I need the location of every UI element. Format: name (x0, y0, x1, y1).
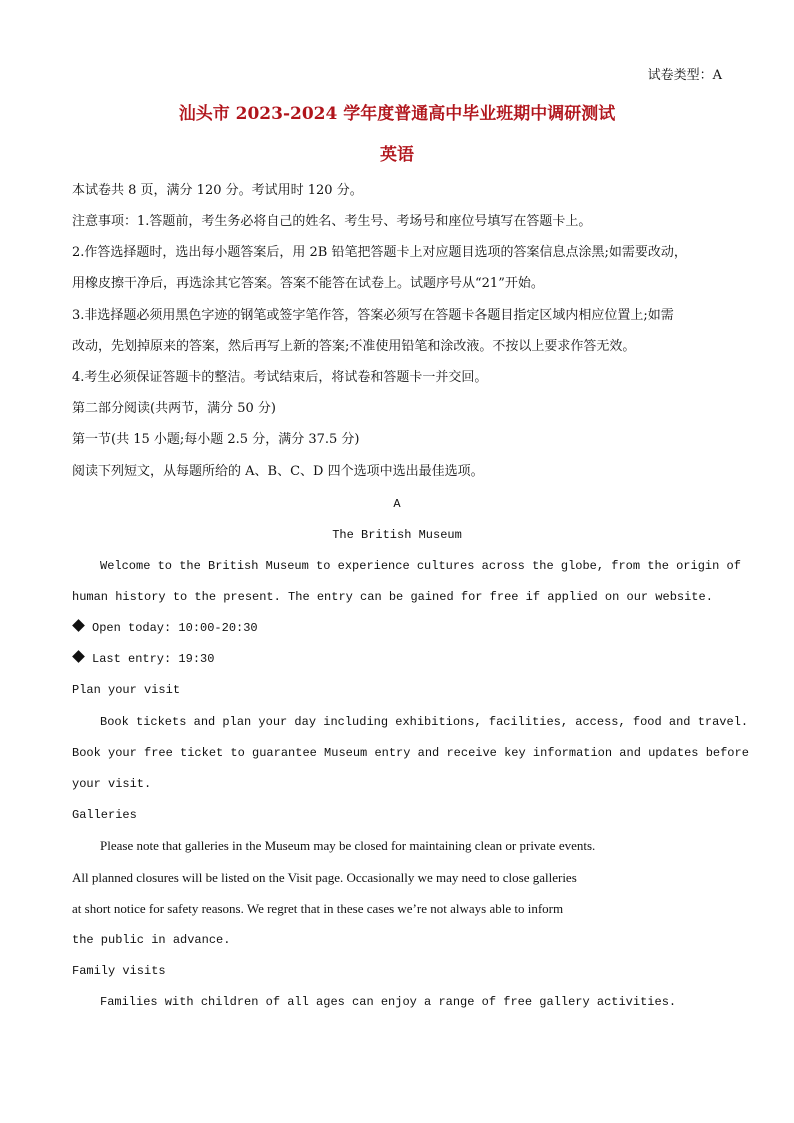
instruction-line: 4.考生必须保证答题卡的整洁。考试结束后，将试卷和答题卡一并交回。 (72, 370, 488, 385)
section-part-heading: 第二部分阅读(共两节，满分 50 分) (72, 401, 276, 416)
passage-paragraph-line: at short notice for safety reasons. We regret that in these cases we’re not always able to inform (72, 901, 564, 916)
instruction-line: 2.作答选择题时，选出每小题答案后，用 2B 铅笔把答题卡上对应题目选项的答案信息点涂黑;如需要改动， (72, 245, 687, 260)
last-entry: Last entry: 19:30 (92, 652, 215, 666)
passage-paragraph-line: All planned closures will be listed on the Visit page. Occasionally we may need to close galleries (72, 870, 577, 885)
passage-letter: A (393, 497, 401, 511)
diamond-bullet-icon (72, 650, 85, 663)
passage-paragraph-line: your visit. (72, 777, 152, 791)
instruction-line: 本试卷共 8 页，满分 120 分。考试用时 120 分。 (72, 183, 363, 198)
opening-hours: Open today: 10:00-20:30 (92, 621, 258, 635)
exam-title: 汕头市 2023-2024 学年度普通高中毕业班期中调研测试 (178, 104, 616, 124)
passage-paragraph-line: human history to the present. The entry can be gained for free if applied on our website. (72, 590, 713, 604)
passage-paragraph-line: Please note that galleries in the Museum may be closed for maintaining clean or private events. (100, 838, 596, 853)
passage-paragraph-line: Book tickets and plan your day including exhibitions, facilities, access, food and travel. (100, 715, 749, 729)
section-subsection-heading: 第一节(共 15 小题;每小题 2.5 分，满分 37.5 分) (72, 432, 360, 447)
instruction-line: 用橡皮擦干净后，再选涂其它答案。答案不能答在试卷上。试题序号从“21”开始。 (72, 276, 544, 291)
instruction-line: 3.非选择题必须用黑色字迹的钢笔或签字笔作答，答案必须写在答题卡各题目指定区域内相应位置上;如需 (72, 308, 674, 323)
passage-paragraph-line: the public in advance. (72, 933, 231, 947)
instruction-line: 改动，先划掉原来的答案，然后再写上新的答案;不准使用铅笔和涂改液。不按以上要求作答无效。 (72, 339, 636, 354)
list-item (72, 651, 214, 667)
section-directions: 阅读下列短文，从每题所给的 A、B、C、D 四个选项中选出最佳选项。 (72, 464, 484, 479)
section-heading: Plan your visit (72, 683, 181, 697)
passage-paragraph-line: Book your free ticket to guarantee Museum entry and receive key information and updates before (72, 746, 749, 760)
subject-title: 英语 (380, 145, 414, 165)
paper-type-label: 试卷类型：A (647, 68, 722, 83)
passage-paragraph-line: Families with children of all ages can enjoy a range of free gallery activities. (100, 995, 677, 1009)
section-heading: Galleries (72, 808, 137, 822)
diamond-bullet-icon (72, 619, 85, 632)
list-item (72, 620, 258, 636)
passage-title: The British Museum (332, 528, 462, 542)
section-heading: Family visits (72, 964, 166, 978)
passage-paragraph-line: Welcome to the British Museum to experience cultures across the globe, from the origin of (100, 559, 741, 573)
instruction-line: 注意事项：1.答题前，考生务必将自己的姓名、考生号、考场号和座位号填写在答题卡上。 (72, 214, 592, 229)
